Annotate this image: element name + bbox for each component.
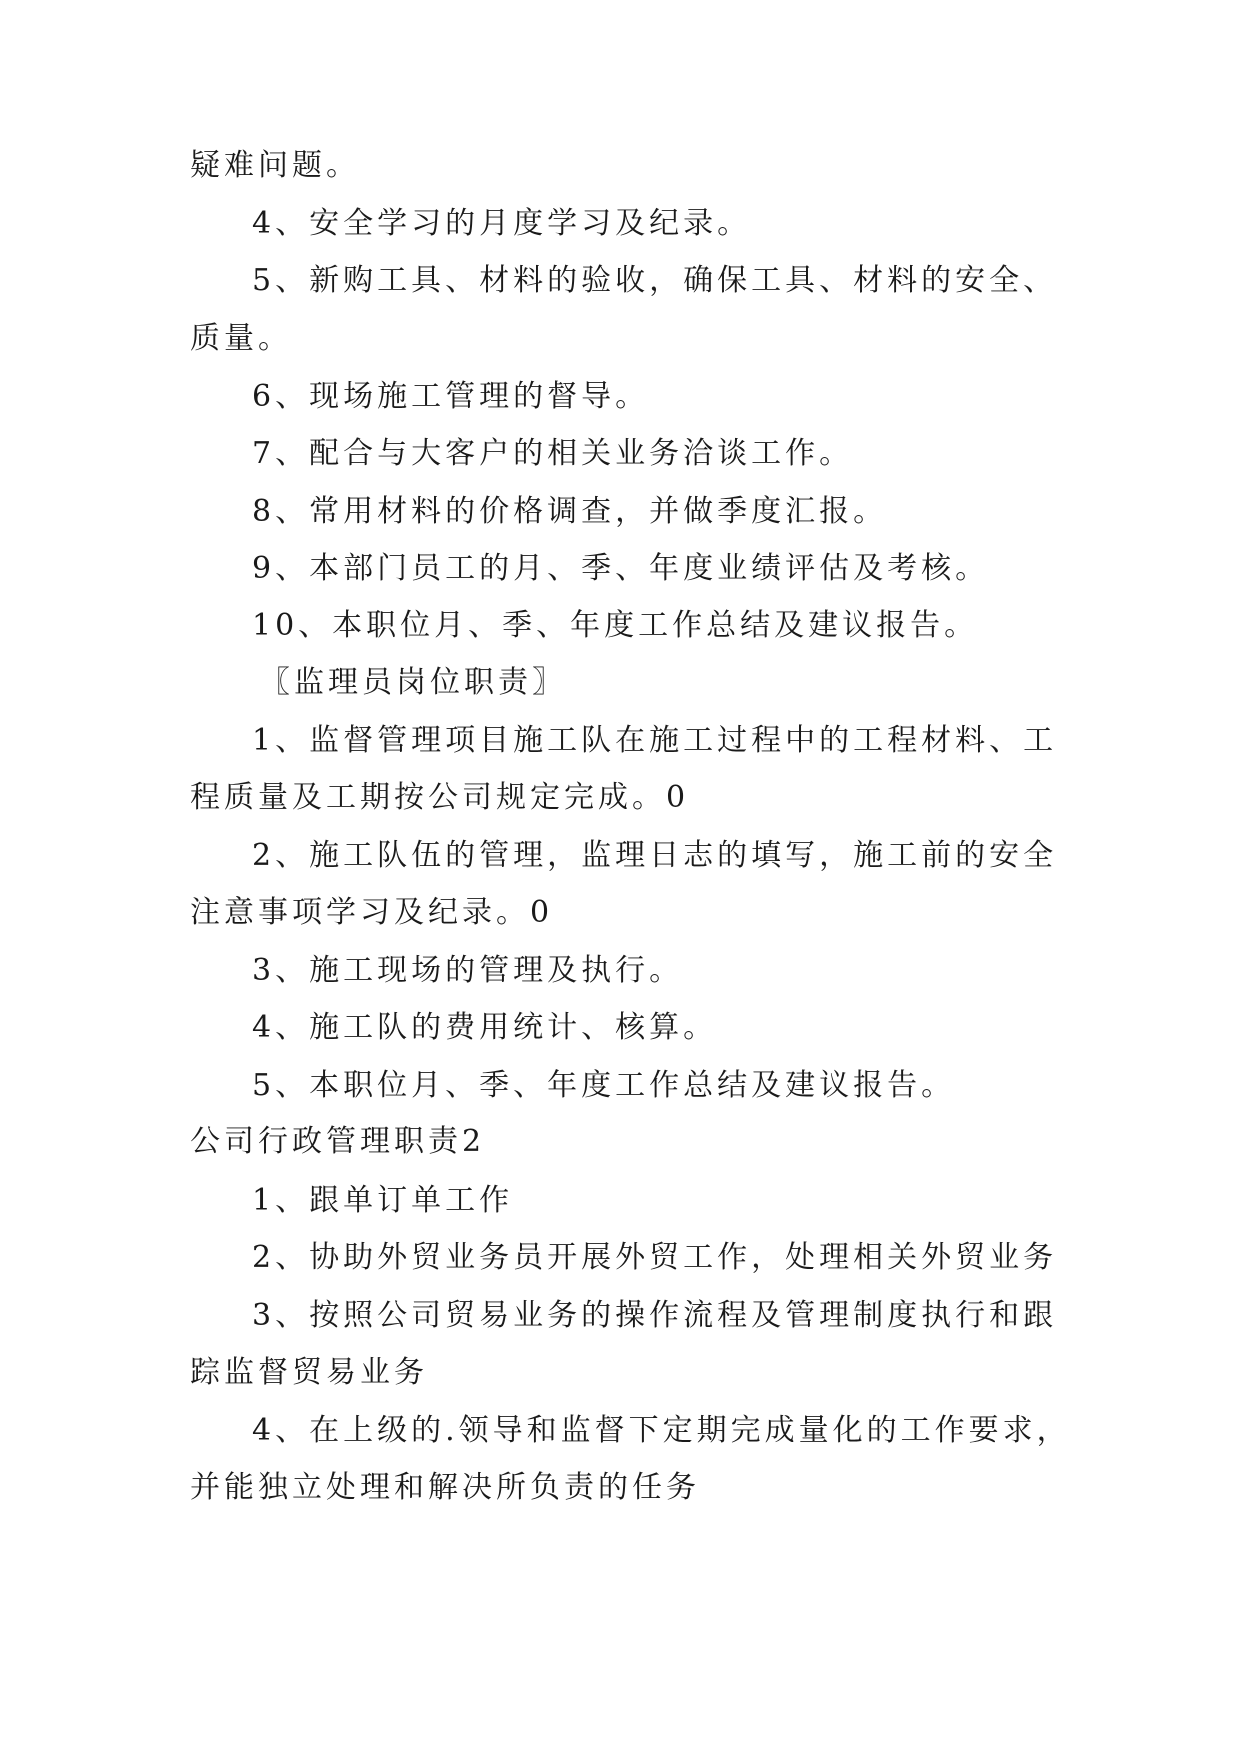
text-line: 4、在上级的.领导和监督下定期完成量化的工作要求， [252, 1413, 1071, 1448]
text-line: 5、新购工具、材料的验收，确保工具、材料的安全、 [252, 263, 1058, 298]
text-line: 4、施工队的费用统计、核算。 [252, 1010, 718, 1045]
text-line: 2、协助外贸业务员开展外贸工作，处理相关外贸业务 [252, 1240, 1058, 1275]
text-line: 疑难问题。 [190, 148, 360, 183]
text-line: 踪监督贸易业务 [190, 1355, 428, 1390]
text-line: 4、安全学习的月度学习及纪录。 [252, 206, 752, 241]
section-title: 公司行政管理职责2 [190, 1124, 486, 1159]
text-line: 并能独立处理和解决所负责的任务 [190, 1470, 700, 1505]
text-line: 9、本部门员工的月、季、年度业绩评估及考核。 [252, 551, 990, 586]
text-line: 5、本职位月、季、年度工作总结及建议报告。 [252, 1068, 956, 1103]
text-line: 1、监督管理项目施工队在施工过程中的工程材料、工 [252, 723, 1058, 758]
text-line: 注意事项学习及纪录。0 [190, 895, 554, 930]
text-line: 6、现场施工管理的督导。 [252, 379, 650, 414]
text-line: 8、常用材料的价格调查，并做季度汇报。 [252, 494, 888, 529]
text-line: 3、按照公司贸易业务的操作流程及管理制度执行和跟 [252, 1298, 1058, 1333]
text-line: 10、本职位月、季、年度工作总结及建议报告。 [252, 608, 979, 643]
text-line: 7、配合与大客户的相关业务洽谈工作。 [252, 436, 854, 471]
text-line: 程质量及工期按公司规定完成。0 [190, 780, 690, 815]
text-line: 1、跟单订单工作 [252, 1183, 514, 1218]
section-heading: 〖监理员岗位职责〗 [260, 665, 566, 700]
text-line: 2、施工队伍的管理，监理日志的填写，施工前的安全 [252, 838, 1058, 873]
text-line: 3、施工现场的管理及执行。 [252, 953, 684, 988]
text-line: 质量。 [190, 321, 292, 356]
